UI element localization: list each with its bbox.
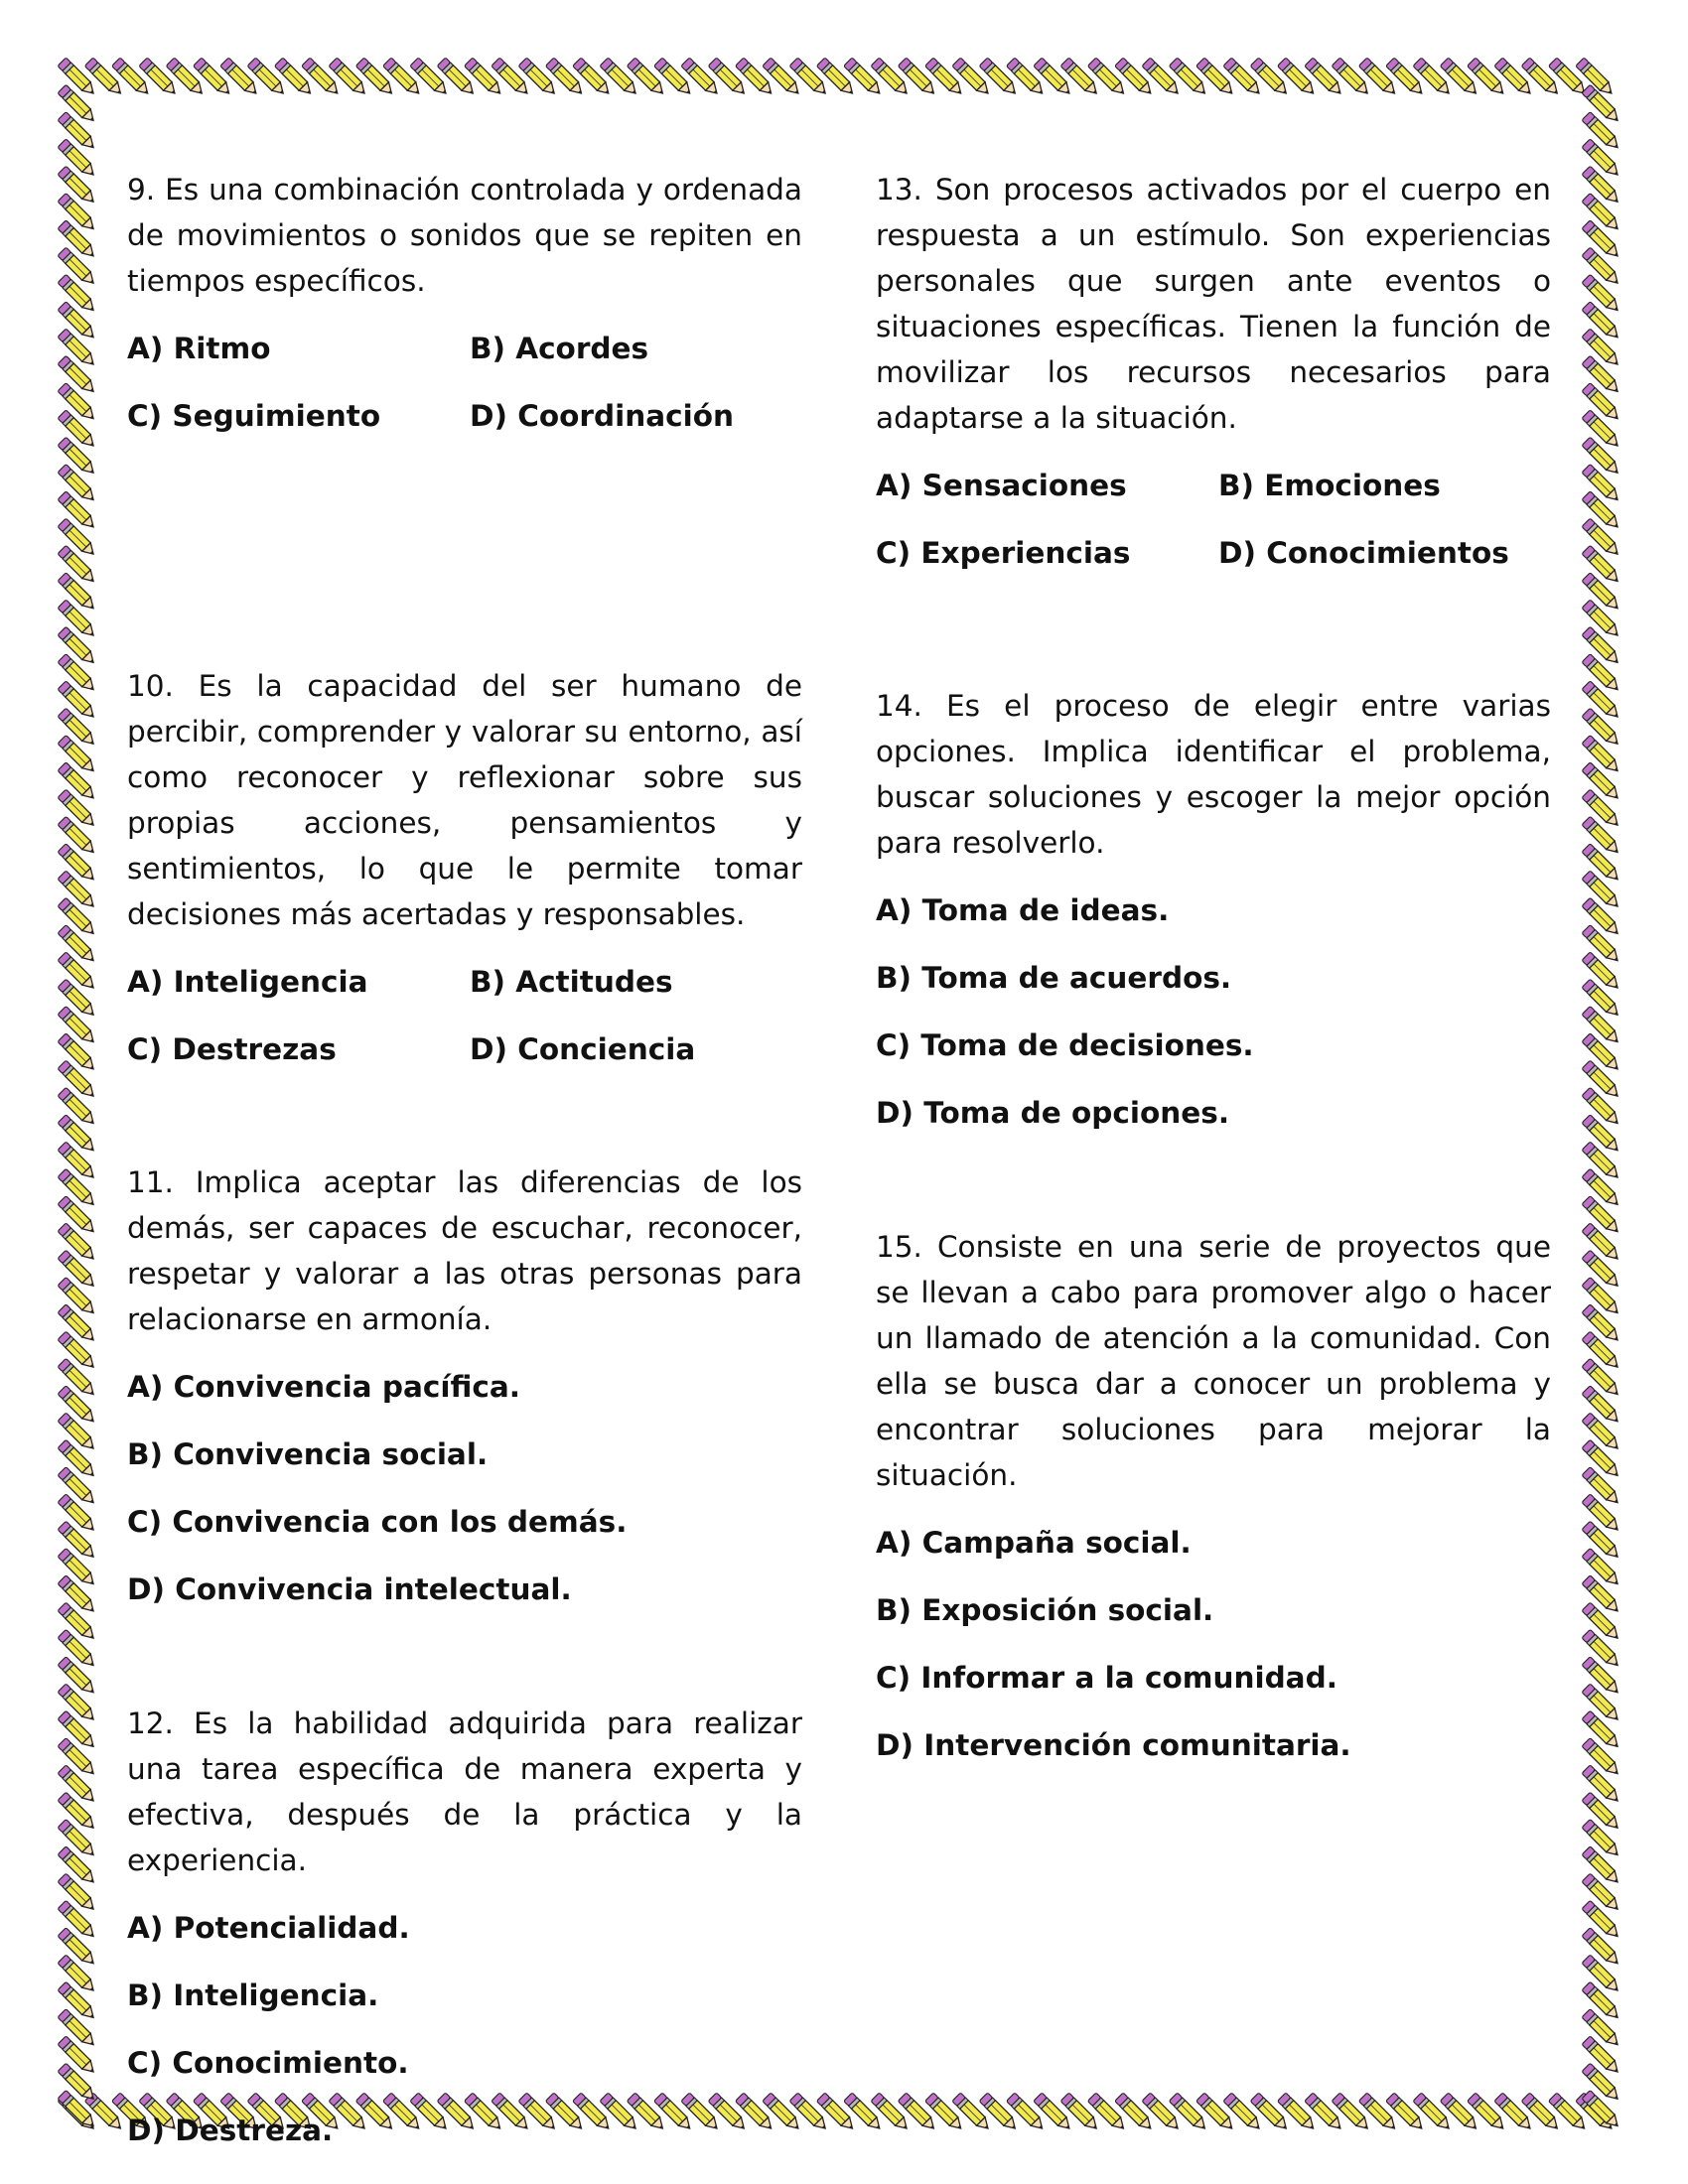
answer-options bbox=[876, 1520, 1551, 1768]
question-stem: 12. Es la habilidad adquirida para realizar una tarea específica de manera experta y efectiva, después de la práctica y la experiencia. bbox=[127, 1706, 802, 1877]
question-stem: 15. Consiste en una serie de proyectos que se llevan a cabo para promover algo o hacer un llamado de atención a la comunidad. Con ella se busca dar a conocer un problema y encontrar soluciones para mejorar la situación. bbox=[876, 1230, 1551, 1492]
option-d[interactable]: D) Destreza. bbox=[127, 2114, 334, 2147]
question-stem: 9. Es una combinación controlada y ordenada de movimientos o sonidos que se repiten en tiempos específicos. bbox=[127, 173, 802, 298]
question-13 bbox=[876, 167, 1551, 683]
option-b[interactable]: B) Acordes bbox=[470, 332, 649, 365]
option-a[interactable]: A) Convivencia pacífica. bbox=[127, 1370, 520, 1404]
option-a[interactable]: A) Campaña social. bbox=[876, 1526, 1192, 1560]
option-d[interactable]: D) Coordinación bbox=[470, 399, 734, 433]
question-14 bbox=[876, 683, 1551, 1224]
option-d[interactable]: D) Convivencia intelectual. bbox=[127, 1572, 572, 1606]
option-b[interactable]: B) Exposición social. bbox=[876, 1593, 1214, 1627]
answer-options bbox=[127, 959, 802, 1094]
option-d[interactable]: D) Intervención comunitaria. bbox=[876, 1728, 1351, 1762]
option-b[interactable]: B) Toma de acuerdos. bbox=[876, 961, 1232, 995]
option-c[interactable]: C) Convivencia con los demás. bbox=[127, 1505, 628, 1539]
option-c[interactable]: C) Destrezas bbox=[127, 1032, 337, 1066]
answer-options bbox=[127, 1364, 802, 1612]
option-b[interactable]: B) Emociones bbox=[1218, 469, 1441, 502]
option-d[interactable]: D) Toma de opciones. bbox=[876, 1096, 1230, 1130]
option-a[interactable]: A) Potencialidad. bbox=[127, 1911, 410, 1945]
option-a[interactable]: A) Sensaciones bbox=[876, 469, 1127, 502]
question-12 bbox=[127, 1701, 802, 2153]
question-stem: 13. Son procesos activados por el cuerpo en respuesta a un estímulo. Son experiencias personales que surgen ante eventos o situaciones específicas. Tienen la función de movilizar los recursos necesarios para adaptarse a la situación. bbox=[876, 173, 1551, 435]
option-a[interactable]: A) Ritmo bbox=[127, 332, 271, 365]
option-b[interactable]: B) Actitudes bbox=[470, 965, 673, 999]
answer-options bbox=[876, 463, 1551, 598]
question-10 bbox=[127, 663, 802, 1160]
question-11 bbox=[127, 1160, 802, 1701]
option-c[interactable]: C) Informar a la comunidad. bbox=[876, 1661, 1337, 1695]
question-stem: 14. Es el proceso de elegir entre varias opciones. Implica identificar el problema, buscar soluciones y escoger la mejor opción para resolverlo. bbox=[876, 689, 1551, 860]
option-a[interactable]: A) Toma de ideas. bbox=[876, 893, 1170, 927]
answer-options bbox=[127, 1905, 802, 2153]
answer-options bbox=[876, 887, 1551, 1136]
left-column bbox=[127, 167, 802, 2175]
option-c[interactable]: C) Seguimiento bbox=[127, 399, 381, 433]
option-b[interactable]: B) Convivencia social. bbox=[127, 1437, 489, 1471]
option-c[interactable]: C) Experiencias bbox=[876, 536, 1131, 570]
question-stem: 10. Es la capacidad del ser humano de percibir, comprender y valorar su entorno, así como reconocer y reflexionar sobre sus propias acciones, pensamientos y sentimientos, lo que le permite tomar decisiones más acertadas y responsables. bbox=[127, 669, 802, 931]
option-b[interactable]: B) Inteligencia. bbox=[127, 1979, 379, 2012]
right-column bbox=[876, 167, 1551, 1790]
option-a[interactable]: A) Inteligencia bbox=[127, 965, 368, 999]
question-9 bbox=[127, 167, 802, 663]
option-d[interactable]: D) Conocimientos bbox=[1218, 536, 1509, 570]
option-c[interactable]: C) Toma de decisiones. bbox=[876, 1028, 1254, 1062]
option-d[interactable]: D) Conciencia bbox=[470, 1032, 696, 1066]
option-c[interactable]: C) Conocimiento. bbox=[127, 2046, 409, 2080]
answer-options bbox=[127, 326, 802, 461]
question-stem: 11. Implica aceptar las diferencias de los demás, ser capaces de escuchar, reconocer, respetar y valorar a las otras personas para relacionarse en armonía. bbox=[127, 1165, 802, 1336]
question-15 bbox=[876, 1224, 1551, 1768]
